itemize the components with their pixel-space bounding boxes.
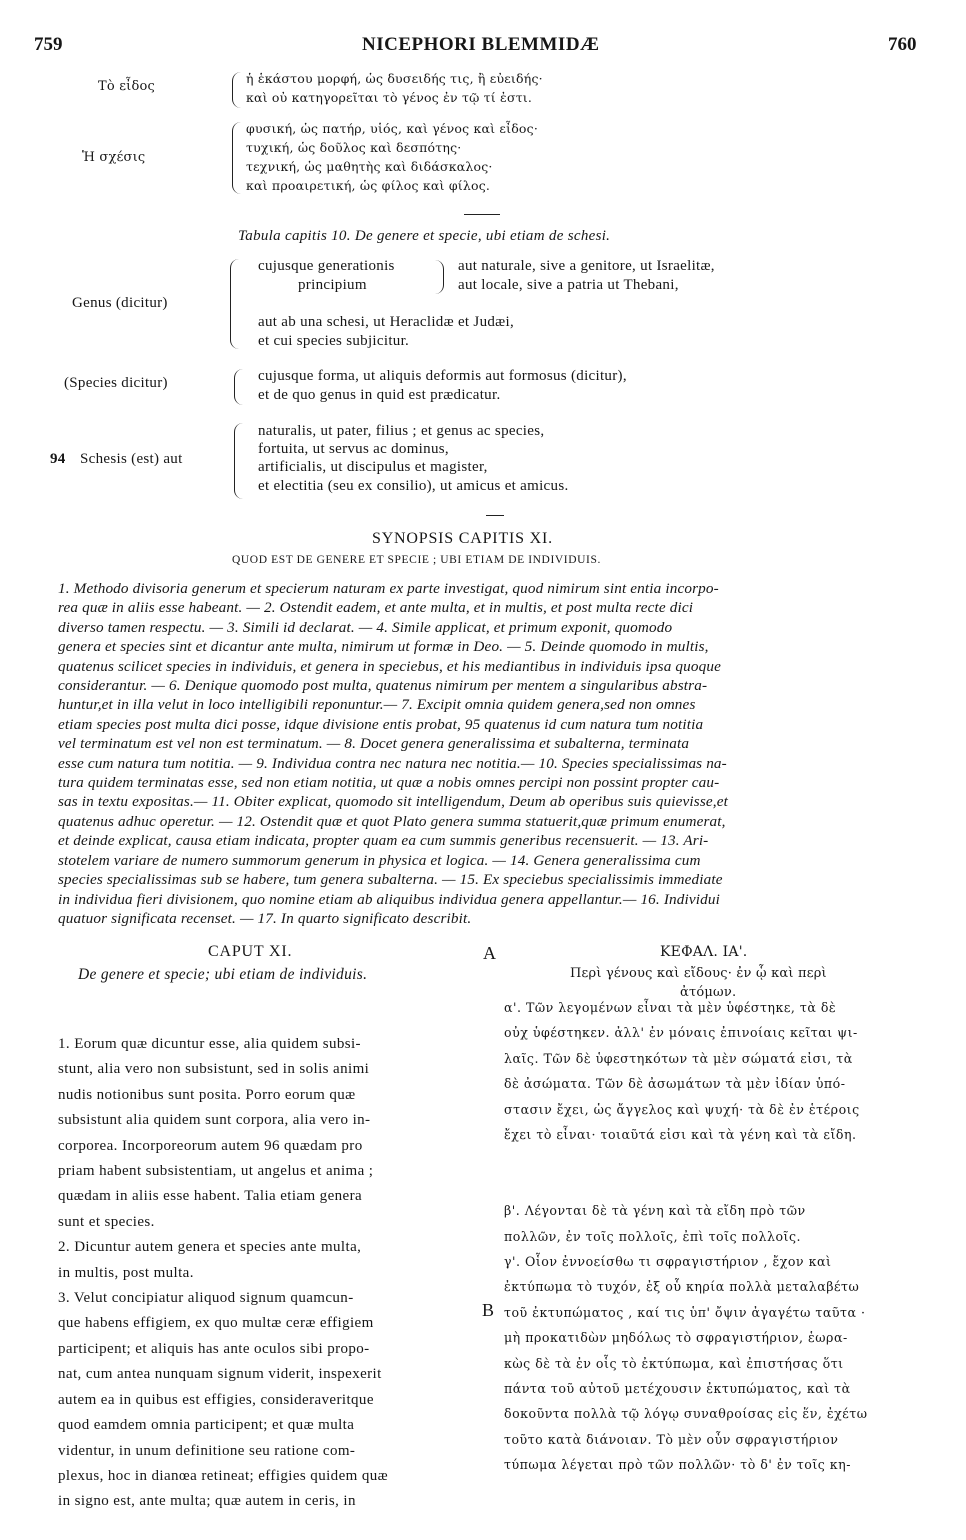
synopsis-line: stotelem variare de numero summorum generum in physica et logica. — 14. Genera generalissima cum bbox=[58, 851, 701, 869]
greek-line: ἔχει τὸ εἶναι· τοιαῦτά εἰσι καὶ τὰ γένη καὶ τὰ εἴδη. bbox=[504, 1127, 857, 1143]
greek-line: δὲ ἀσώματα. Τῶν δὲ ἀσωμάτων τὰ μὲν ἰδίαν ὑπό- bbox=[504, 1076, 846, 1092]
eidos-line-2: καὶ οὐ κατηγορεῖται τὸ γένος ἐν τῷ τί ἐστι. bbox=[246, 90, 533, 105]
latin-line: in multis, post multa. bbox=[58, 1264, 194, 1281]
eidos-label: Τὸ εἶδος bbox=[98, 79, 155, 94]
schesis-latin-label: Schesis (est) aut bbox=[80, 451, 183, 467]
greek-line: μὴ προκατιδὼν μηδόλως τὸ σφραγιστήριον, ἑωρα- bbox=[504, 1330, 848, 1346]
synopsis-line: et deinde explicat, causa etiam indicata, propter quam ea cum summis generibus recensuerit. — 13. Ari- bbox=[58, 832, 709, 850]
genus-c-line-2: et cui species subjicitur. bbox=[258, 333, 410, 349]
divider-short-1 bbox=[464, 214, 500, 215]
genus-a-line-2: principium bbox=[298, 277, 367, 293]
genus-b-line-2: aut locale, sive a patria ut Thebani, bbox=[458, 277, 679, 293]
latin-line: nudis notionibus sunt posita. Porro eorum quæ bbox=[58, 1086, 356, 1103]
genus-a-line-1: cujusque generationis bbox=[258, 258, 395, 274]
caput-greek-heading: ΚΕΦΑΛ. ΙΑ'. bbox=[660, 944, 748, 960]
margin-letter-a: A bbox=[483, 943, 497, 963]
genus-brace bbox=[230, 259, 239, 349]
synopsis-line: quatenus adhuc operetur. — 12. Ostendit quæ et quot Plato genera summa statuerit,quæ primum enumerat, bbox=[58, 812, 726, 830]
latin-line: videntur, in unum definitione seu ratione com- bbox=[58, 1442, 356, 1459]
synopsis-line: diverso tamen respectu. — 3. Simili id declarat. — 4. Simile applicat, et primum exponit, quomodo bbox=[58, 618, 673, 636]
eidos-brace bbox=[232, 72, 241, 108]
greek-column bbox=[504, 995, 934, 1478]
greek-line: κὼς δὲ τὰ ἐν οἷς τὸ ἐκτύπωμα, καὶ ἐπιστήσας ὅτι bbox=[504, 1355, 844, 1371]
greek-line: πάντα τοῦ αὐτοῦ μετέχουσιν ἐκτυπώματος, καὶ τὰ bbox=[504, 1381, 851, 1397]
latin-line: sunt et species. bbox=[58, 1213, 155, 1230]
synopsis-line: rea quæ in aliis esse habeant. — 2. Ostendit eadem, et ante multa, et in multis, et post multa recte dici bbox=[58, 599, 694, 617]
latin-line: subsistunt alia quidem sunt corpora, alia vero in- bbox=[58, 1112, 371, 1129]
latin-line: quædam in aliis esse habent. Talia etiam genera bbox=[58, 1188, 363, 1205]
greek-line: τύπωμα λέγεται πρὸ τῶν πολλῶν· τὸ δ' ἐν τοῖς κη- bbox=[504, 1457, 851, 1473]
latin-line: 2. Dicuntur autem genera et species ante multa, bbox=[58, 1239, 362, 1256]
synopsis-line: vel terminatum est vel non est terminatum. — 8. Docet genera generalissima et subalterna, terminata bbox=[58, 735, 690, 753]
schesis-latin-line-1: naturalis, ut pater, filius ; et genus ac species, bbox=[258, 423, 545, 439]
caput-greek-subheading-2: ἀτόμων. bbox=[680, 985, 737, 1000]
schesis-latin-line-2: fortuita, ut servus ac dominus, bbox=[258, 441, 449, 457]
divider-short-2 bbox=[486, 515, 504, 516]
synopsis-line: esse cum natura tum notitia. — 9. Individua contra nec natura nec notitia.— 10. Species specialissimas na- bbox=[58, 754, 727, 772]
synopsis-line: in individua fieri divisionem, quo nomine etiam ab aliquibus individua genera appellantur.— 16. Individui bbox=[58, 890, 721, 908]
synopsis-line: quatuor significata recenset. — 17. In quarto significato describit. bbox=[58, 909, 472, 927]
synopsis-body bbox=[58, 579, 934, 928]
synopsis-subtitle: QUOD EST DE GENERE ET SPECIE ; UBI ETIAM DE INDIVIDUIS. bbox=[232, 554, 601, 566]
schesis-latin-brace bbox=[234, 423, 243, 499]
eidos-line-1: ἡ ἑκάστου μορφή, ὡς δυσειδής τις, ἢ εὐειδής· bbox=[246, 71, 543, 86]
synopsis-line: huntur,et in illa velut in loco intelligibili reponuntur.— 7. Excipit omnia quidem genera,sed non omnes bbox=[58, 696, 696, 714]
synopsis-line: genera et species sint et dicantur ante multa, nimirum ut formæ in Deo. — 5. Deinde quomodo in multis, bbox=[58, 638, 709, 656]
synopsis-line: quatenus scilicet species in individuis, et genera in speciebus, et his mediantibus in individuis ipsa quoque bbox=[58, 657, 721, 675]
schesis-greek-line-4: καὶ προαιρετική, ὡς φίλος καὶ φίλος. bbox=[246, 178, 491, 193]
latin-line: in signo est, ante multa; quæ autem in ceris, in bbox=[58, 1493, 356, 1510]
page-number-left: 759 bbox=[34, 34, 63, 55]
latin-column bbox=[58, 1032, 478, 1515]
greek-line: λαῖς. Τῶν δὲ ὑφεστηκότων τὰ μὲν σώματά εἰσι, τὰ bbox=[504, 1050, 853, 1066]
latin-line: corporea. Incorporeorum autem 96 quædam pro bbox=[58, 1137, 363, 1154]
latin-line: stunt, alia vero non subsistunt, sed in solis animi bbox=[58, 1061, 370, 1078]
latin-line: quod eamdem omnia participent; et quæ multa bbox=[58, 1417, 355, 1434]
synopsis-line: sas in textu expositas.— 11. Obiter explicat, quomodo sit intelligendum, Deum ab operibus suis quievisse,et bbox=[58, 793, 729, 811]
margin-letter-b: B bbox=[482, 1300, 495, 1320]
schesis-latin-line-4: et electitia (seu ex consilio), ut amicus et amicus. bbox=[258, 478, 569, 494]
species-line-1: cujusque forma, ut aliquis deformis aut formosus (dicitur), bbox=[258, 368, 627, 384]
schesis-latin-line-3: artificialis, ut discipulus et magister, bbox=[258, 459, 488, 475]
greek-line: β'. Λέγονται δὲ τὰ γένη καὶ τὰ εἴδη πρὸ τῶν bbox=[504, 1203, 806, 1219]
latin-line: nat, cum antea nunquam signum viderit, inspexerit bbox=[58, 1366, 382, 1383]
greek-line: πολλῶν, ἐν τοῖς πολλοῖς, ἐπὶ τοῖς πολλοῖς. bbox=[504, 1228, 802, 1244]
latin-line: plexus, hoc in dianœa retineat; effigies quidem quæ bbox=[58, 1467, 389, 1484]
caput-latin-subheading: De genere et specie; ubi etiam de individuis. bbox=[78, 966, 368, 983]
latin-line: 3. Velut concipiatur aliquod signum quamcun- bbox=[58, 1290, 354, 1307]
greek-line: τοῦτο κατὰ διάνοιαν. Τὸ μὲν οὖν σφραγιστήριον bbox=[504, 1431, 839, 1447]
synopsis-line: tura quidem terminatas esse, sed non etiam notitia, ut quæ a nobis omnes percipi non possint propter cau- bbox=[58, 774, 720, 792]
tabula-caption: Tabula capitis 10. De genere et specie, ubi etiam de schesi. bbox=[238, 228, 611, 244]
caput-latin-heading: CAPUT XI. bbox=[208, 943, 293, 960]
synopsis-line: 1. Methodo divisoria generum et specierum naturam ex parte investigat, quod nimirum sint entia incorpo- bbox=[58, 580, 719, 597]
running-title: NICEPHORI BLEMMIDÆ bbox=[362, 34, 600, 55]
greek-line: τοῦ ἐκτυπώματος , καί τις ὑπ' ὄψιν ἀγαγέτω ταῦτα · bbox=[504, 1304, 866, 1320]
species-line-2: et de quo genus in quid est prædicatur. bbox=[258, 387, 501, 403]
genus-b-line-1: aut naturale, sive a genitore, ut Israelitæ, bbox=[458, 258, 715, 274]
greek-line: στασιν ἔχει, ὡς ἄγγελος καὶ ψυχή· τὰ δὲ ἐν ἑτέροις bbox=[504, 1101, 860, 1117]
species-label: (Species dicitur) bbox=[64, 375, 168, 391]
schesis-greek-line-3: τεχνική, ὡς μαθητὴς καὶ διδάσκαλος· bbox=[246, 159, 493, 174]
genus-a-brace bbox=[435, 260, 444, 294]
greek-line: οὐχ ὑφέστηκεν. ἀλλ' ἐν μόναις ἐπινοίαις κεῖται ψι- bbox=[504, 1025, 858, 1041]
greek-line: α'. Τῶν λεγομένων εἶναι τὰ μὲν ὑφέστηκε, τὰ δὲ bbox=[504, 1000, 837, 1015]
latin-line: que habens effigiem, ex quo multæ ceræ effigiem bbox=[58, 1315, 374, 1332]
schesis-greek-line-2: τυχική, ὡς δοῦλος καὶ δεσπότης· bbox=[246, 140, 462, 155]
genus-label: Genus (dicitur) bbox=[72, 295, 168, 311]
synopsis-line: species specialissimas sub se habere, tum genera subalterna. — 15. Ex speciebus specialissimis immediate bbox=[58, 871, 723, 889]
schesis-greek-label: Ἡ σχέσις bbox=[82, 150, 146, 165]
greek-line: δοκοῦντα πολλὰ τῷ λόγῳ συναθροίσας εἰς ἕν, ἐχέτω bbox=[504, 1406, 868, 1422]
latin-line: priam habent subsistentiam, ut angelus et anima ; bbox=[58, 1163, 374, 1180]
greek-gap bbox=[504, 1147, 934, 1198]
schesis-greek-brace bbox=[232, 122, 241, 194]
synopsis-line: considerantur. — 6. Denique quomodo post multa, quatenus nimirum per mentem a singularibus abstra- bbox=[58, 677, 708, 695]
page-number-right: 760 bbox=[888, 34, 917, 55]
synopsis-line: etiam species post multa dici posse, idque divisione entis probat, 95 quatenus id cum natura tum notitia bbox=[58, 715, 704, 733]
latin-line: 1. Eorum quæ dicuntur esse, alia quidem subsi- bbox=[58, 1036, 361, 1052]
greek-line: γ'. Οἷον ἐννοείσθω τι σφραγιστήριον , ἔχον καὶ bbox=[504, 1254, 832, 1270]
genus-c-line-1: aut ab una schesi, ut Heraclidæ et Judæi, bbox=[258, 314, 514, 330]
synopsis-title: SYNOPSIS CAPITIS XI. bbox=[372, 530, 553, 547]
schesis-latin-num: 94 bbox=[50, 451, 66, 467]
latin-line: autem ea in quibus est effigies, consideraveritque bbox=[58, 1391, 374, 1408]
caput-greek-subheading-1: Περὶ γένους καὶ εἴδους· ἐν ᾧ καὶ περὶ bbox=[570, 966, 827, 981]
schesis-greek-line-1: φυσική, ὡς πατήρ, υἱός, καὶ γένος καὶ εἶδος· bbox=[246, 121, 539, 136]
greek-line: ἐκτύπωμα τὸ τυχόν, ἐξ οὗ κηρία πολλὰ μεταλαβέτω bbox=[504, 1279, 860, 1295]
species-brace bbox=[234, 369, 243, 405]
latin-line: participent; et aliquis has ante oculos sibi propo- bbox=[58, 1340, 370, 1357]
